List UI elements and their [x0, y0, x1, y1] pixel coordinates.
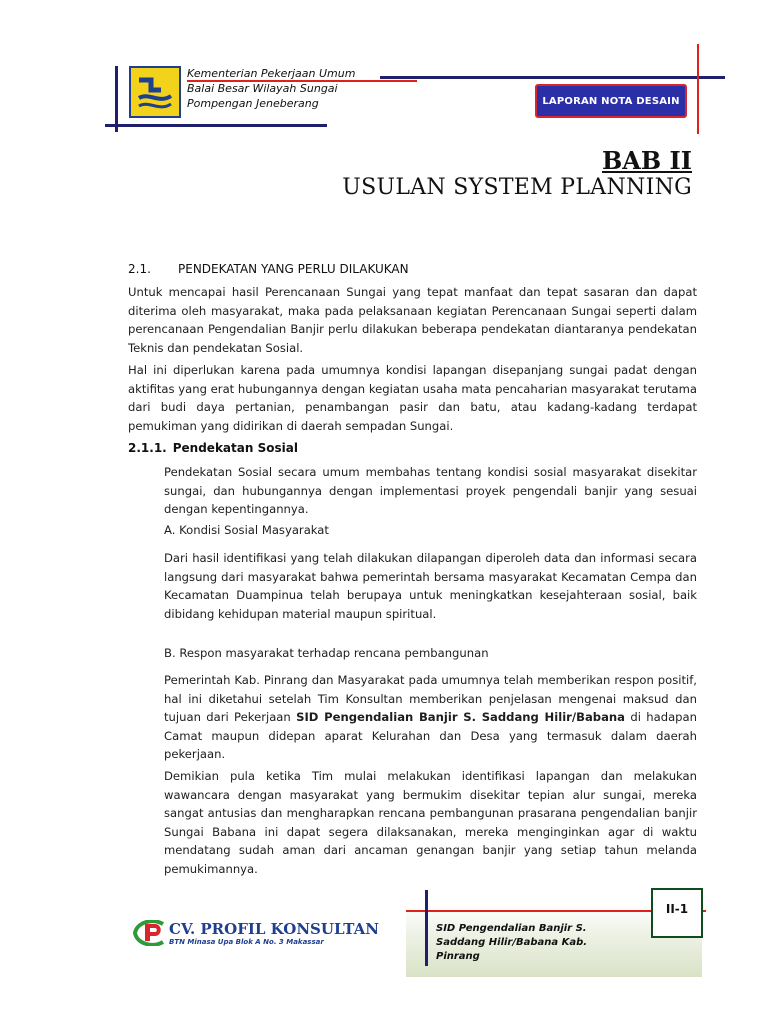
- header-rule-bottom: [105, 124, 327, 127]
- report-type-label: LAPORAN NOTA DESAIN: [542, 95, 680, 107]
- item-a-label: A. Kondisi Sosial Masyarakat: [164, 523, 329, 537]
- company-logo: [133, 920, 165, 946]
- chapter-title: USULAN SYSTEM PLANNING: [342, 175, 692, 200]
- item-b-text-after: di hadapan Camat maupun didepan aparat Kelurahan dan Desa yang termasuk dalam daerah pekerjaan.: [164, 710, 697, 761]
- footer-rule-navy: [425, 890, 428, 966]
- closing-paragraph: Demikian pula ketika Tim mulai melakukan identifikasi lapangan dan melakukan wawancara dengan masyarakat yang bermukim disekitar tepian alur sungai, mereka sangat antusias dan mengharapkan rencana pembangunan prasarana pengendalian banjir Sungai Babana ini dapat segera dilaksanakan, mereka menginginkan agar di waktu mendatang sudah aman dari ancaman genangan banjir yang setiap tahun melanda pemukimannya.: [164, 769, 697, 876]
- report-type-badge: [535, 84, 687, 118]
- project-name-highlight: SID Pengendalian Banjir S. Saddang Hilir/Babana: [296, 710, 625, 724]
- item-b-text: [164, 671, 697, 764]
- footer-project-line-3: Pinrang: [436, 951, 480, 962]
- ministry-line-2: Balai Besar Wilayah Sungai: [187, 82, 338, 95]
- company-logo-icon: [133, 920, 165, 946]
- page-number: II-1: [665, 902, 689, 916]
- company-name: CV. PROFIL KONSULTAN: [169, 920, 379, 938]
- chapter-number: BAB II: [602, 146, 692, 175]
- subsection-number: 2.1.1.: [128, 441, 167, 455]
- ministry-line-3: Pompengan Jeneberang: [187, 97, 319, 110]
- footer-project-title: [436, 922, 611, 964]
- header-rule-right-red: [697, 44, 699, 134]
- ministry-block: [187, 66, 355, 111]
- company-address: BTN Minasa Upa Blok A No. 3 Makassar: [169, 938, 324, 946]
- page-number-box: [651, 888, 703, 938]
- subsection-intro: Pendekatan Sosial secara umum membahas tentang kondisi sosial masyarakat disekitar sungai, dan hubungannya dengan implementasi proyek pengendali banjir yang sesuai dengan kepentingannya.: [164, 465, 697, 516]
- footer-project-line-1: SID Pengendalian Banjir S.: [436, 923, 587, 934]
- section-paragraph-1: Untuk mencapai hasil Perencanaan Sungai yang tepat manfaat dan tepat sasaran dan dapat diterima oleh masyarakat, maka pada pelaksanaan kegiatan Perencanaan Sungai seperti dalam perencanaan Pengendalian Banjir perlu dilakukan beberapa pendekatan diantaranya pendekatan Teknis dan pendekatan Sosial.: [128, 285, 697, 355]
- section-paragraph-2: Hal ini diperlukan karena pada umumnya kondisi lapangan disepanjang sungai padat dengan aktifitas yang erat hubungannya dengan kegiatan usaha mata pencaharian masyarakat terutama dari budi daya pertanian, penambangan pasir dan batu, atau kadang-kadang terdapat pemukiman yang didirikan di daerah sempadan Sungai.: [128, 363, 697, 433]
- item-b-label: B. Respon masyarakat terhadap rencana pembangunan: [164, 646, 489, 660]
- ministry-line-1: Kementerian Pekerjaan Umum: [187, 67, 356, 80]
- section-title: PENDEKATAN YANG PERLU DILAKUKAN: [178, 262, 409, 276]
- footer-project-line-2: Saddang Hilir/Babana Kab.: [436, 937, 588, 948]
- header-rule-left: [115, 66, 118, 132]
- subsection-heading: [128, 441, 298, 455]
- item-b-text-before: Pemerintah Kab. Pinrang dan Masyarakat pada umumnya telah memberikan respon positif, hal ini diketahui setelah Tim Konsultan memberikan penjelasan mengenai maksud dan tujuan dari Pekerjaan: [164, 673, 697, 724]
- header-rule-top: [380, 76, 725, 79]
- section-number: 2.1.: [128, 262, 151, 276]
- section-heading: [128, 262, 409, 276]
- ministry-logo-icon: [131, 68, 179, 116]
- item-a-text: Dari hasil identifikasi yang telah dilakukan dilapangan diperoleh data dan informasi secara langsung dari masyarakat bahwa pemerintah bersama masyarakat Kecamatan Cempa dan Kecamatan Duampinua telah berupaya untuk meningkatkan kesejahteraan sosial, baik dibidang kehidupan material maupun spiritual.: [164, 551, 697, 621]
- ministry-logo: [129, 66, 181, 118]
- subsection-title: Pendekatan Sosial: [172, 441, 298, 455]
